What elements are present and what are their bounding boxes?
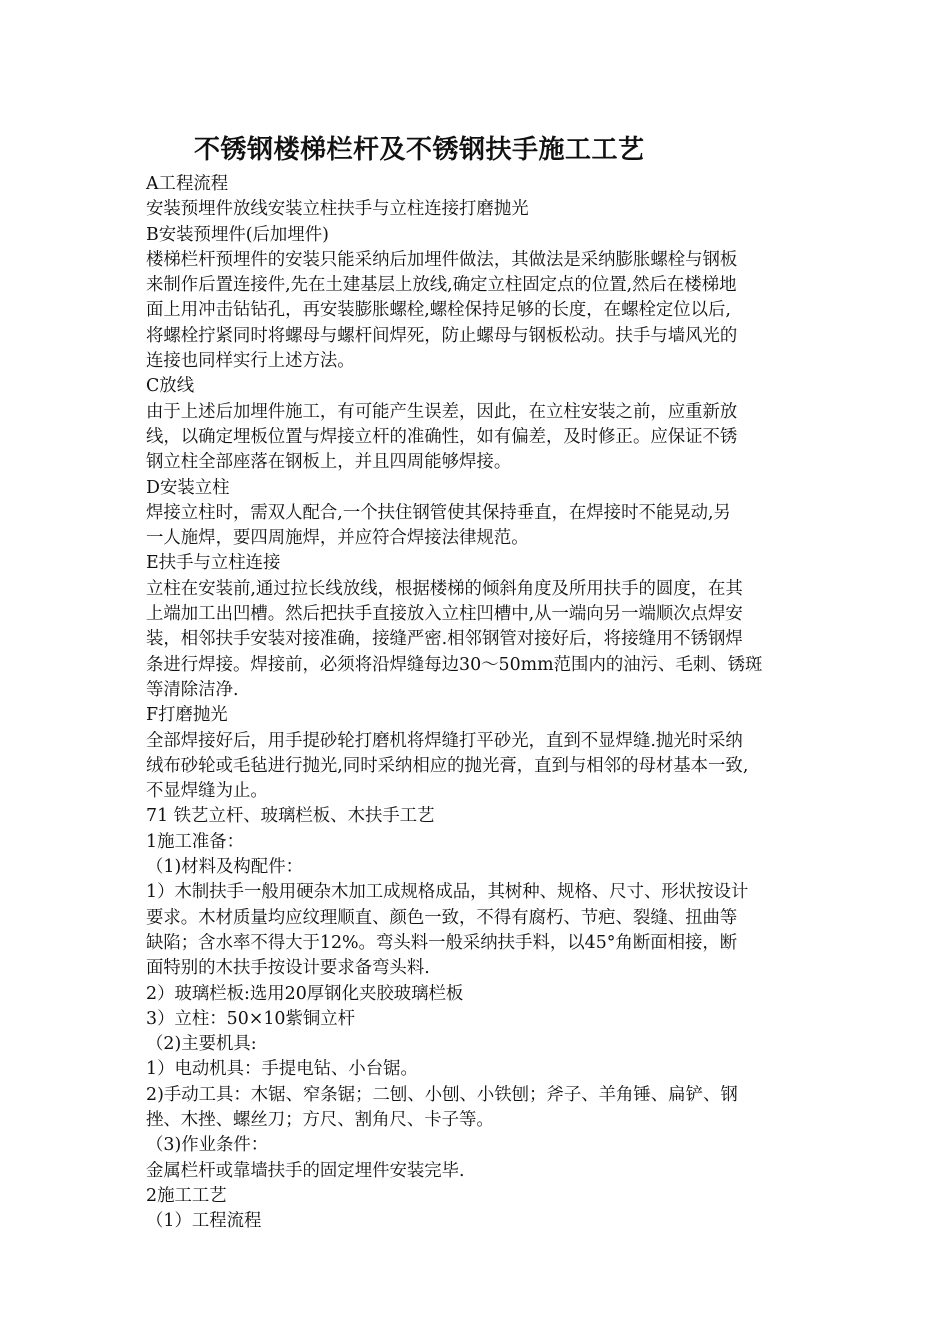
text-line: C放线 [146,376,195,397]
text-line: 挫、木挫、螺丝刀；方尺、割角尺、卡子等。 [146,1109,494,1130]
text-line: 由于上述后加埋件施工，有可能产生误差，因此，在立柱安装之前，应重新放 [146,401,738,422]
text-line: 将螺栓拧紧同时将螺母与螺杆间焊死，防止螺母与钢板松动。扶手与墙风光的 [146,325,738,346]
text-line: 上端加工出凹槽。然后把扶手直接放入立柱凹槽中,从一端向另一端顺次点焊安 [146,604,743,625]
text-line: 面特别的木扶手按设计要求备弯头料. [146,958,430,979]
text-line: （3)作业条件： [146,1135,269,1156]
text-line: 2施工工艺 [146,1185,227,1206]
text-line: 1施工准备： [146,831,245,852]
document-body [146,172,836,1234]
text-line: 1）电动机具：手提电钻、小台锯。 [146,1059,418,1080]
text-line: 金属栏杆或靠墙扶手的固定埋件安装完毕. [146,1160,465,1181]
text-line: 装，相邻扶手安装对接准确，接缝严密.相邻钢管对接好后，将接缝用不锈钢焊 [146,629,743,650]
text-line: 2)手动工具：木锯、窄条锯；二刨、小刨、小铁刨；斧子、羊角锤、扁铲、钢 [146,1084,738,1105]
text-line: F打磨抛光 [146,705,228,726]
text-line: （1)材料及构配件： [146,857,303,878]
text-line: A工程流程 [146,174,229,194]
text-line: 全部焊接好后，用手提砂轮打磨机将焊缝打平砂光，直到不显焊缝.抛光时采纳 [146,730,743,751]
text-line: 连接也同样实行上述方法。 [146,351,355,372]
text-line: 安装预埋件放线安装立柱扶手与立柱连接打磨抛光 [146,199,529,220]
text-line: 绒布砂轮或毛毡进行抛光,同时采纳相应的抛光膏，直到与相邻的母材基本一致, [146,755,749,776]
text-line: 3）立柱：50×10紫铜立杆 [146,1008,356,1029]
text-line: （2)主要机具: [146,1034,257,1055]
text-line: 等清除洁净. [146,679,239,700]
text-line: 立柱在安装前,通过拉长线放线，根据楼梯的倾斜角度及所用扶手的圆度，在其 [146,578,743,599]
text-line: 条进行焊接。焊接前，必须将沿焊缝每边30～50mm范围内的油污、毛刺、锈斑 [146,654,763,675]
text-line: 楼梯栏杆预埋件的安装只能采纳后加埋件做法，其做法是采纳膨胀螺栓与钢板 [146,249,738,270]
text-line: 一人施焊，要四周施焊，并应符合焊接法律规范。 [146,528,529,549]
text-line: 71 铁艺立杆、玻璃栏板、木扶手工艺 [146,806,435,827]
text-line: 1）木制扶手一般用硬杂木加工成规格成品，其树种、规格、尺寸、形状按设计 [146,882,749,903]
text-line: 要求。木材质量均应纹理顺直、颜色一致，不得有腐朽、节疤、裂缝、扭曲等 [146,907,738,928]
text-line: （1）工程流程 [146,1211,262,1232]
text-line: 钢立柱全部座落在钢板上，并且四周能够焊接。 [146,452,512,473]
text-line: E扶手与立柱连接 [146,553,281,574]
text-line: 线，以确定埋板位置与焊接立杆的准确性，如有偏差，及时修正。应保证不锈 [146,426,738,447]
text-line: 不显焊缝为止。 [146,781,268,802]
text-line: 来制作后置连接件,先在土建基层上放线,确定立柱固定点的位置,然后在楼梯地 [146,275,737,296]
text-line: 2）玻璃栏板:选用20厚钢化夹胶玻璃栏板 [146,983,464,1004]
text-line: D安装立柱 [146,477,230,498]
document-title: 不锈钢楼梯栏杆及不锈钢扶手施工工艺 [194,135,645,165]
text-line: 缺陷；含水率不得大于12%。弯头料一般采纳扶手料，以45°角断面相接，断 [146,932,738,953]
text-line: 面上用冲击钻钻孔，再安装膨胀螺栓,螺栓保持足够的长度，在螺栓定位以后, [146,300,731,321]
text-line: B安装预埋件(后加埋件) [146,224,329,245]
text-line: 焊接立柱时，需双人配合,一个扶住钢管使其保持垂直，在焊接时不能晃动,另 [146,502,731,523]
